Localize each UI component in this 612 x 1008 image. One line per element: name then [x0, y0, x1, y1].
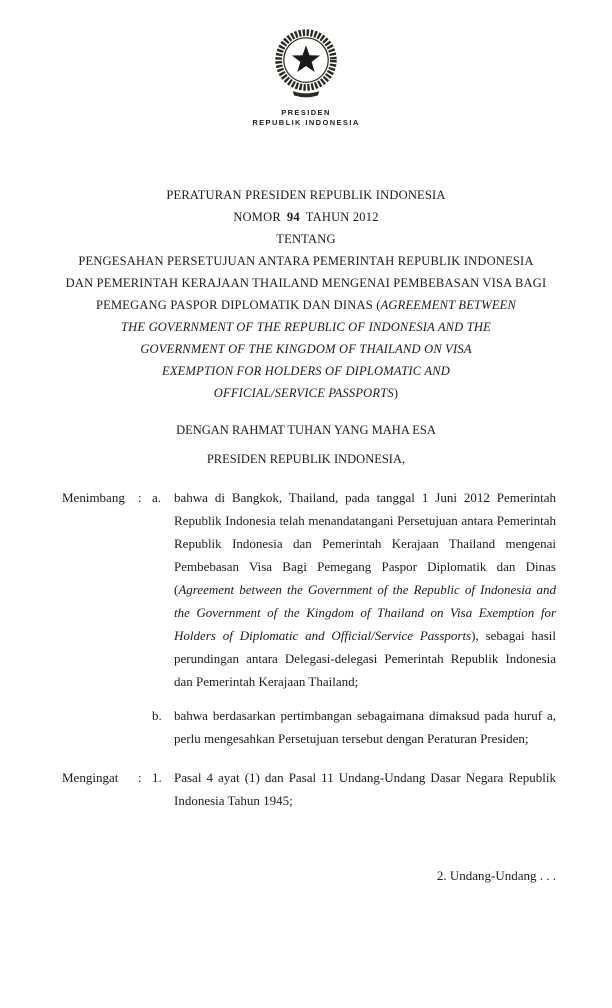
considerations-section [62, 486, 556, 750]
subject-line [0, 294, 612, 316]
label-colon: : [138, 490, 142, 506]
subject-text: ) [393, 386, 399, 401]
consideration-item-a [62, 486, 556, 693]
label-colon: : [138, 770, 142, 786]
item-text: bahwa berdasarkan pertimbangan sebagaimana dimaksud pada huruf a, perlu mengesahkan Persetujuan tersebut dengan Peraturan Presiden; [174, 708, 556, 747]
subject-line: GOVERNMENT OF THE KINGDOM OF THAILAND ON VISA [140, 342, 472, 357]
banner [293, 91, 320, 97]
tentang-line: TENTANG [276, 232, 336, 247]
regulation-title-block [0, 184, 612, 404]
subject-line: PENGESAHAN PERSETUJUAN ANTARA PEMERINTAH REPUBLIK INDONESIA [78, 254, 534, 269]
subject-text: PEMEGANG PASPOR DIPLOMATIK DAN DINAS ( [95, 298, 381, 313]
regulation-title-line: PERATURAN PRESIDEN REPUBLIK INDONESIA [166, 188, 446, 203]
nomor-label: NOMOR [233, 210, 281, 225]
subject-text-italic: OFFICIAL/SERVICE PASSPORTS [213, 386, 394, 401]
item-text-italic: Agreement between the Government of the Republic of Indonesia and the Government of the Kingdom of Thailand on Visa Exemption for Holders of Diplomatic and Official/Service Passports [174, 582, 556, 644]
page-catchword: 2. Undang-Undang . . . [436, 868, 556, 884]
nomor-number: 94 [286, 210, 300, 225]
consideration-item-b [62, 704, 556, 750]
section-label: Menimbang [62, 490, 125, 506]
nomor-year: TAHUN 2012 [305, 210, 379, 225]
letterhead [0, 26, 612, 128]
item-text-normal: bahwa di Bangkok, Thailand, pada tanggal 1 Juni 2012 Pemerintah Republik Indonesia telah menandatangani Persetujuan antara Pemerintah Republik Indonesia dan Pemerintah Kerajaan Thailand mengenai Pembebasan Visa Bagi Pemegang Paspor Diplomatik dan Dinas ( [174, 490, 556, 598]
document-body [0, 486, 612, 887]
subject-line: THE GOVERNMENT OF THE REPUBLIC OF INDONESIA AND THE [121, 320, 491, 335]
letterhead-text [0, 108, 612, 128]
section-label: Mengingat [62, 770, 119, 786]
letterhead-line-republik: REPUBLIK INDONESIA [252, 118, 360, 128]
invocation-line: DENGAN RAHMAT TUHAN YANG MAHA ESA [176, 423, 436, 438]
subject-line: DAN PEMERINTAH KERAJAAN THAILAND MENGENAI PEMBEBASAN VISA BAGI [65, 276, 547, 291]
legal-basis-section [62, 766, 556, 812]
item-text [174, 486, 556, 693]
authority-line: PRESIDEN REPUBLIK INDONESIA, [206, 452, 406, 467]
item-text: Pasal 4 ayat (1) dan Pasal 11 Undang-Undang Dasar Negara Republik Indonesia Tahun 1945; [174, 770, 556, 809]
letterhead-line-presiden: PRESIDEN [281, 108, 331, 117]
item-marker: b. [152, 708, 162, 724]
item-marker: 1. [152, 770, 162, 786]
subject-line: EXEMPTION FOR HOLDERS OF DIPLOMATIC AND [162, 364, 450, 379]
presidential-emblem [267, 26, 345, 100]
item-marker: a. [152, 490, 162, 506]
item-text-normal: ), sebagai hasil perundingan antara Delegasi-delegasi Pemerintah Republik Indonesia dan Pemerintah Kerajaan Thailand; [174, 628, 556, 690]
legal-basis-item-1 [62, 766, 556, 812]
subject-line [0, 382, 612, 404]
presidential-seal-icon [267, 26, 345, 100]
subject-text-italic: AGREEMENT BETWEEN [380, 298, 517, 313]
regulation-number-line [0, 206, 612, 228]
